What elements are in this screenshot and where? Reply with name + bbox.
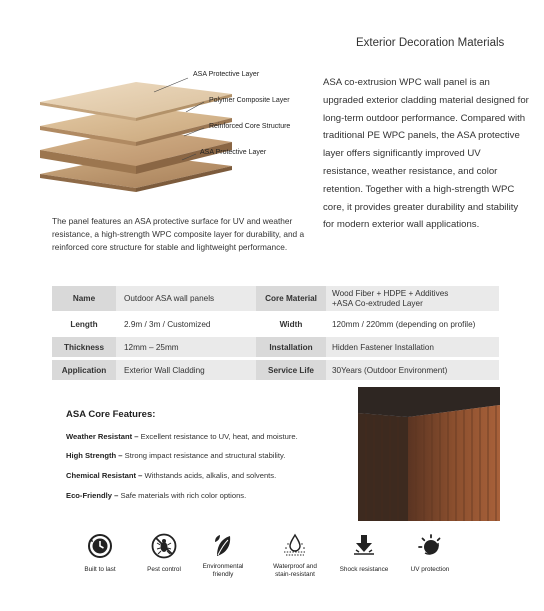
- table-row: [52, 314, 499, 334]
- table-row: [52, 360, 499, 380]
- feature-name: Eco-Friendly –: [66, 491, 119, 500]
- feature-item: [66, 471, 276, 480]
- spec-key: Width: [256, 314, 326, 334]
- feature-desc: Excellent resistance to UV, heat, and moisture.: [138, 432, 298, 441]
- feature-icon-environmental-friendly: [193, 532, 253, 578]
- spec-key: Installation: [256, 337, 326, 357]
- pest-control-icon: [150, 532, 178, 560]
- spec-value: Wood Fiber + HDPE + Additives +ASA Co-extruded Layer: [326, 286, 499, 311]
- feature-item: [66, 451, 285, 460]
- spec-value: 2.9m / 3m / Customized: [116, 314, 256, 334]
- spec-key: Length: [52, 314, 116, 334]
- diagram-caption: The panel features an ASA protective surface for UV and weather resistance, a high-strength WPC composite layer for durability, and a reinforced core structure for stable and lightweight performance.: [52, 216, 305, 253]
- feature-icon-pest-control: [134, 532, 194, 574]
- building-facade-photo: [358, 387, 500, 521]
- layer-label-asa-top: ASA Protective Layer: [193, 71, 260, 78]
- features-title: ASA Core Features:: [66, 409, 156, 420]
- feature-icon-shock-resistance: [334, 532, 394, 574]
- environmental-friendly-icon: [209, 532, 237, 560]
- feature-item: [66, 491, 246, 500]
- waterproof-stain-resistant-icon: [281, 532, 309, 560]
- feature-icon-waterproof: [265, 532, 325, 578]
- shock-resistance-icon: [350, 532, 378, 560]
- built-to-last-icon: [86, 532, 114, 560]
- spec-table: [52, 286, 499, 380]
- icon-label: Pest control: [147, 566, 181, 573]
- feature-name: Chemical Resistant –: [66, 471, 143, 480]
- layer-label-asa-bottom: ASA Protective Layer: [200, 149, 267, 156]
- spec-value: Outdoor ASA wall panels: [116, 286, 256, 311]
- icon-label: Shock resistance: [339, 566, 389, 573]
- page-title: Exterior Decoration Materials: [356, 37, 505, 49]
- uv-protection-icon: [416, 532, 444, 560]
- feature-name: High Strength –: [66, 451, 123, 460]
- layer-diagram: [36, 62, 326, 192]
- layer-label-polymer: Polymer Composite Layer: [209, 97, 290, 104]
- spec-key: Core Material: [256, 286, 326, 311]
- spec-value: Hidden Fastener Installation: [326, 337, 499, 357]
- feature-desc: Withstands acids, alkalis, and solvents.: [142, 471, 277, 480]
- icon-label: Waterproof and stain-resistant: [273, 563, 317, 578]
- layer-label-core: Reinforced Core Structure: [209, 123, 291, 130]
- spec-value: 30Years (Outdoor Environment): [326, 360, 499, 380]
- icon-label: Built to last: [84, 566, 116, 573]
- table-row: [52, 286, 499, 311]
- icon-label: Environmental friendly: [202, 563, 244, 578]
- spec-key: Name: [52, 286, 116, 311]
- table-row: [52, 337, 499, 357]
- feature-icon-uv-protection: [400, 532, 460, 574]
- feature-desc: Safe materials with rich color options.: [118, 491, 247, 500]
- spec-value: 12mm – 25mm: [116, 337, 256, 357]
- feature-desc: Strong impact resistance and structural stability.: [122, 451, 286, 460]
- spec-key: Application: [52, 360, 116, 380]
- spec-key: Thickness: [52, 337, 116, 357]
- icon-label: UV protection: [410, 566, 450, 573]
- spec-key: Service Life: [256, 360, 326, 380]
- feature-icon-built-to-last: [70, 532, 130, 574]
- feature-name: Weather Resistant –: [66, 432, 139, 441]
- spec-value: 120mm / 220mm (depending on profile): [326, 314, 499, 334]
- intro-paragraph: ASA co-extrusion WPC wall panel is an upgraded exterior cladding material designed for long-term outdoor performance. Compared with traditional PE WPC panels, the ASA protective layer offers significantly improved UV resistance, weather resistance, and color retention. Together with a high-strength WPC core, it provides greater durability and stability for modern exterior wall applications.: [323, 77, 529, 231]
- spec-value: Exterior Wall Cladding: [116, 360, 256, 380]
- feature-item: [66, 432, 298, 441]
